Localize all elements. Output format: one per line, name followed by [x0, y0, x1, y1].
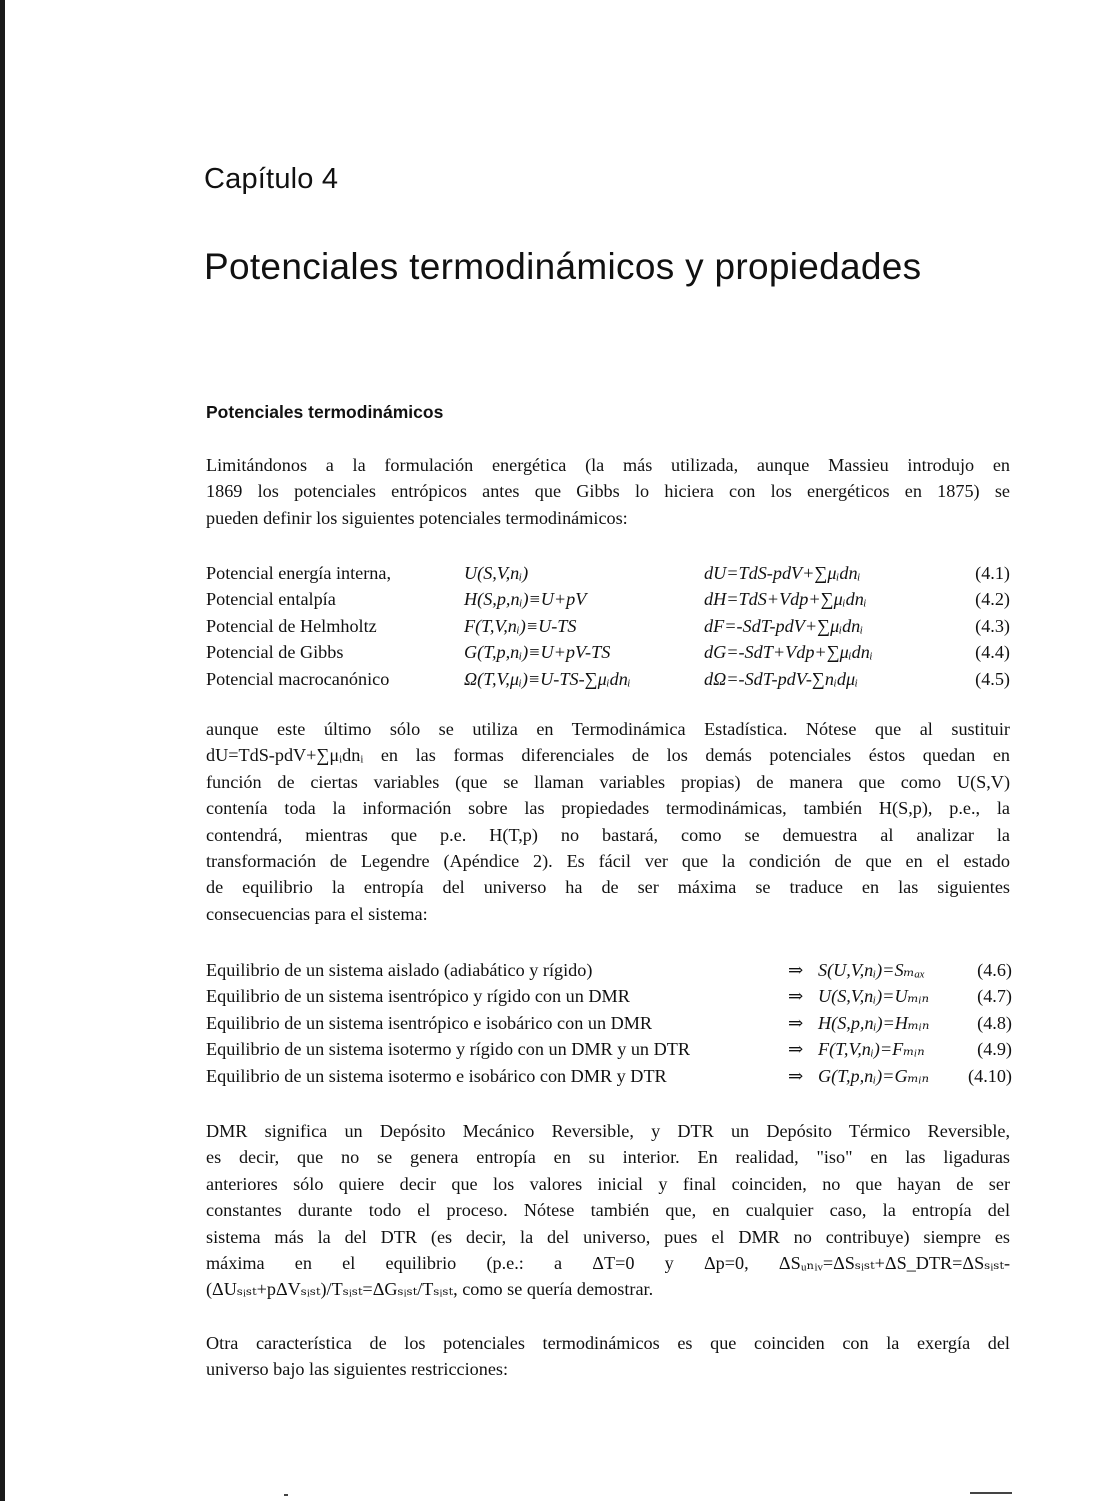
condition-result: F(T,V,nᵢ)=Fₘᵢₙ [818, 1039, 925, 1060]
potential-function: G(T,p,nᵢ)≡U+pV-TS [464, 642, 611, 663]
text-line: contenía toda la información sobre las propiedades termodinámicas, también H(S,p), p.e., la [206, 798, 1010, 819]
paragraph-exergy [206, 1330, 1010, 1383]
potential-name: Potencial energía interna, [206, 563, 392, 583]
text-line: Limitándonos a la formulación energética (la más utilizada, aunque Massieu introdujo en [206, 455, 1010, 475]
equation-number: (4.4) [975, 642, 1010, 663]
text-line: es decir, que no se genera entropía en su interior. En realidad, "iso" en las ligaduras [206, 1147, 1010, 1168]
implies-arrow-icon: ⇒ [788, 1039, 804, 1060]
text-line: DMR significa un Depósito Mecánico Reversible, y DTR un Depósito Térmico Reversible, [206, 1121, 1010, 1141]
potential-row [206, 560, 1010, 586]
equation-number: (4.9) [977, 1039, 1012, 1060]
condition-row [206, 983, 1012, 1009]
potential-differential: dH=TdS+Vdp+∑μᵢdnᵢ [704, 589, 867, 610]
equation-number: (4.3) [975, 615, 1010, 636]
potential-function: H(S,p,nᵢ)≡U+pV [464, 589, 587, 610]
text-line: 1869 los potenciales entrópicos antes que Gibbs lo hiciera con los energéticos en 1875) se [206, 481, 1010, 502]
text-line: dU=TdS-pdV+∑μᵢdnᵢ en las formas diferenciales de los demás potenciales éstos quedan en [206, 745, 1010, 766]
equation-number: (4.10) [968, 1065, 1012, 1086]
potential-differential: dG=-SdT+Vdp+∑μᵢdnᵢ [704, 642, 873, 663]
equation-number: (4.6) [977, 960, 1012, 980]
potential-name: Potencial entalpía [206, 589, 336, 610]
potential-row [206, 586, 1010, 612]
section-heading: Potenciales termodinámicos [206, 402, 444, 422]
condition-row [206, 1010, 1012, 1036]
text-line: contendrá, mientras que p.e. H(T,p) no bastará, como se demuestra al analizar la [206, 824, 1010, 845]
potential-function: U(S,V,nᵢ) [464, 563, 529, 583]
condition-result: H(S,p,nᵢ)=Hₘᵢₙ [818, 1012, 930, 1033]
condition-result: S(U,V,nᵢ)=Sₘₐₓ [818, 960, 926, 980]
potential-differential: dF=-SdT-pdV+∑μᵢdnᵢ [704, 615, 864, 636]
chapter-label: Capítulo 4 [204, 163, 339, 195]
implies-arrow-icon: ⇒ [788, 1065, 804, 1086]
potentials-table [206, 560, 1010, 692]
equilibrium-conditions-table [206, 957, 1012, 1089]
text-line: constantes durante todo el proceso. Nótese también que, en cualquier caso, la entropía del [206, 1200, 1010, 1221]
potential-row [206, 666, 1010, 692]
text-line: Otra característica de los potenciales termodinámicos es que coinciden con la exergía del [206, 1333, 1010, 1353]
chapter-title: Potenciales termodinámicos y propiedades [204, 246, 922, 287]
text-line: anteriores sólo quiere decir que los valores inicial y final coinciden, no que hayan de ser [206, 1173, 1010, 1194]
condition-description: Equilibrio de un sistema isotermo e isobárico con DMR y DTR [206, 1065, 667, 1086]
potential-name: Potencial macrocanónico [206, 668, 390, 689]
condition-row [206, 957, 1012, 983]
condition-row [206, 1036, 1012, 1062]
potential-function: Ω(T,V,μᵢ)≡U-TS-∑μᵢdnᵢ [464, 668, 631, 689]
text-line: máxima en el equilibrio (p.e.: a ΔT=0 y Δp=0, ΔSᵤₙᵢᵥ=ΔSₛᵢₛₜ+ΔS_DTR=ΔSₛᵢₛₜ- [206, 1253, 1010, 1274]
text-line: aunque este último sólo se utiliza en Termodinámica Estadística. Nótese que al sustituir [206, 719, 1010, 739]
potential-differential: dΩ=-SdT-pdV-∑nᵢdμᵢ [704, 668, 858, 689]
text-line: universo bajo las siguientes restricciones: [206, 1359, 509, 1380]
potential-name: Potencial de Gibbs [206, 642, 344, 663]
paragraph-intro [206, 452, 1010, 531]
condition-result: U(S,V,nᵢ)=Uₘᵢₙ [818, 986, 929, 1007]
condition-description: Equilibrio de un sistema isentrópico y rígido con un DMR [206, 986, 630, 1007]
text-line: pueden definir los siguientes potenciales termodinámicos: [206, 507, 628, 528]
potential-differential: dU=TdS-pdV+∑μᵢdnᵢ [704, 563, 861, 583]
paragraph-dmr-dtr [206, 1118, 1010, 1303]
text-line: de equilibrio la entropía del universo ha de ser máxima se traduce en las siguientes [206, 877, 1010, 898]
page-edge-scan-line [0, 0, 5, 1501]
condition-row [206, 1063, 1012, 1089]
condition-result: G(T,p,nᵢ)=Gₘᵢₙ [818, 1065, 929, 1086]
implies-arrow-icon: ⇒ [788, 960, 804, 980]
potential-function: F(T,V,nᵢ)≡U-TS [464, 615, 577, 636]
implies-arrow-icon: ⇒ [788, 986, 804, 1007]
scan-artifact-line [970, 1492, 1012, 1494]
equation-number: (4.1) [975, 563, 1010, 583]
implies-arrow-icon: ⇒ [788, 1012, 804, 1033]
condition-description: Equilibrio de un sistema isentrópico e isobárico con un DMR [206, 1012, 653, 1033]
potential-row [206, 639, 1010, 665]
equation-number: (4.8) [977, 1012, 1012, 1033]
condition-description: Equilibrio de un sistema isotermo y rígido con un DMR y un DTR [206, 1039, 690, 1060]
text-line: función de ciertas variables (que se llaman variables propias) de manera que como U(S,V) [206, 771, 1010, 792]
equation-number: (4.2) [975, 589, 1010, 610]
equation-number: (4.7) [977, 986, 1012, 1007]
potential-row [206, 613, 1010, 639]
paragraph-variables [206, 716, 1010, 927]
text-line: transformación de Legendre (Apéndice 2). Es fácil ver que la condición de que en el estado [206, 851, 1010, 872]
condition-description: Equilibrio de un sistema aislado (adiabático y rígido) [206, 960, 593, 980]
potential-name: Potencial de Helmholtz [206, 615, 377, 636]
text-line: sistema más la del DTR (es decir, la del universo, pues el DMR no contribuye) siempre es [206, 1226, 1010, 1247]
text-line: consecuencias para el sistema: [206, 903, 428, 924]
equation-number: (4.5) [975, 668, 1010, 689]
scan-artifact-dot [284, 1494, 288, 1496]
text-line: (ΔUₛᵢₛₜ+pΔVₛᵢₛₜ)/Tₛᵢₛₜ=ΔGₛᵢₛₜ/Tₛᵢₛₜ, como se quería demostrar. [206, 1279, 654, 1300]
